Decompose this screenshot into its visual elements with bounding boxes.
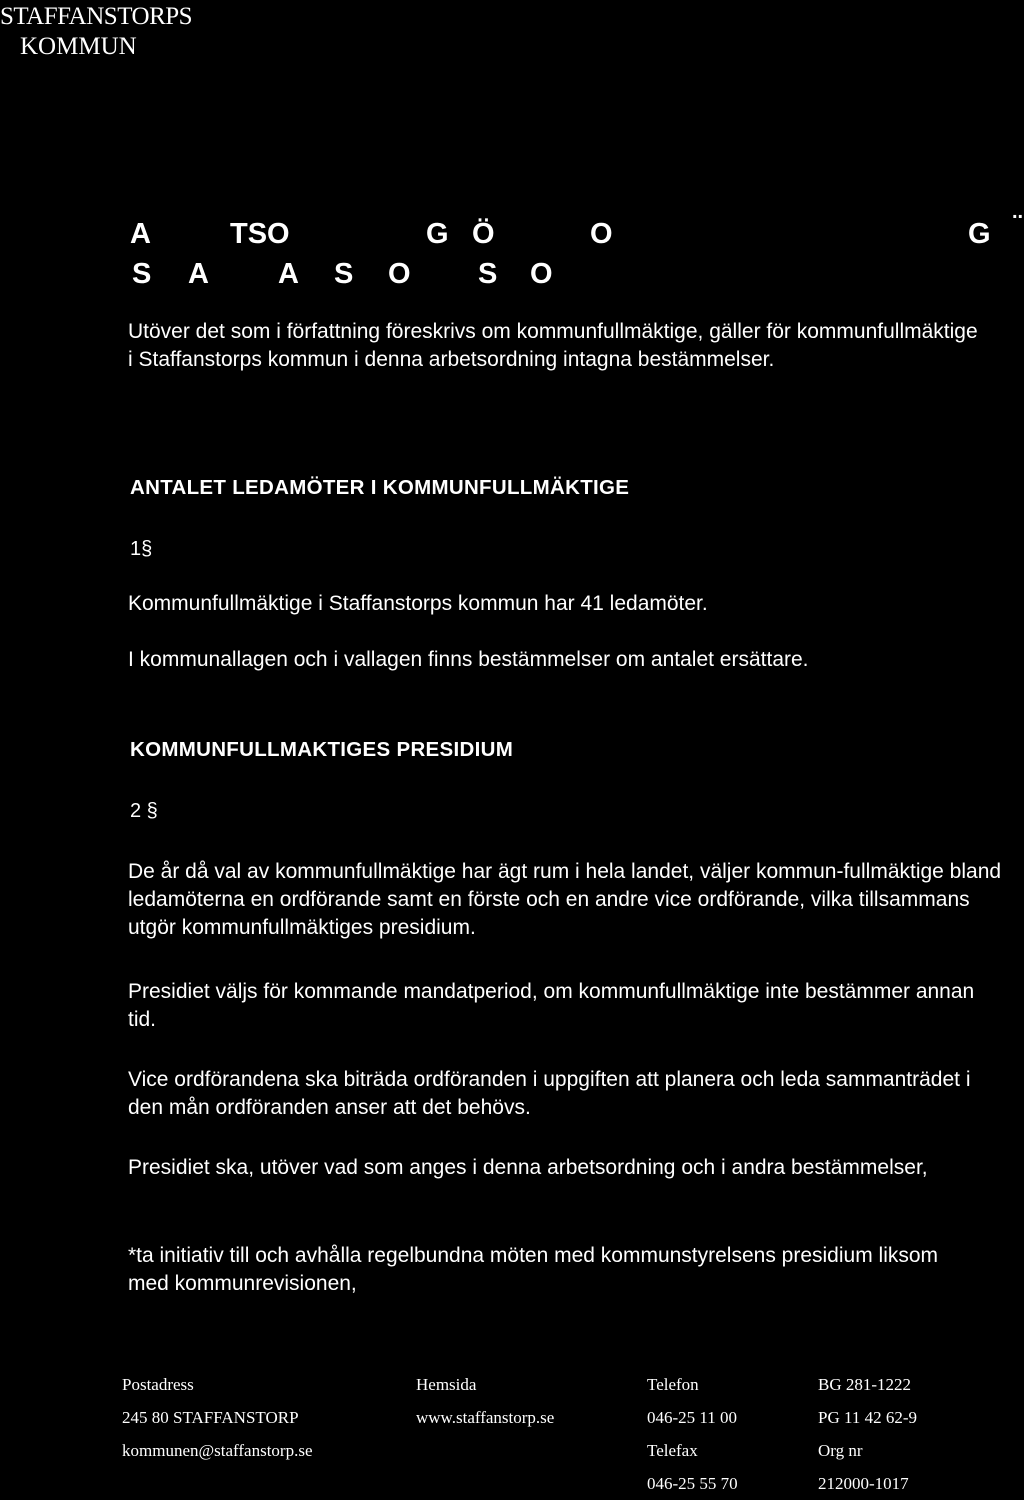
footer-label: Telefax: [647, 1441, 698, 1460]
footer-value: BG 281-1222: [818, 1375, 912, 1394]
paragraph: Presidiet väljs för kommande mandatperiod, om kommunfullmäktige inte bestämmer annan tid.: [128, 980, 975, 1031]
paragraph: *ta initiativ till och avhålla regelbundna möten med kommunstyrelsens presidium liksom med kommunrevisionen,: [128, 1244, 939, 1295]
footer-label: Postadress: [122, 1375, 194, 1394]
title-fragment: O: [590, 218, 613, 250]
title-fragment: O: [388, 258, 411, 290]
title-fragment: Ö: [472, 218, 495, 250]
footer-label: Hemsida: [416, 1375, 477, 1394]
paragraph: Presidiet ska, utöver vad som anges i denna arbetsordning och i andra bestämmelser,: [128, 1156, 928, 1179]
title-fragment: G: [426, 218, 449, 250]
logo-line-2: KOMMUN: [20, 33, 137, 60]
footer-label: Telefon: [647, 1375, 699, 1394]
section-number: 2 §: [130, 800, 158, 822]
title-fragment: A: [188, 258, 209, 290]
footer-email-link[interactable]: kommunen@staffanstorp.se: [122, 1441, 313, 1460]
title-diaeresis: ..: [1012, 201, 1024, 223]
section-heading: KOMMUNFULLMAKTIGES PRESIDIUM: [130, 738, 514, 761]
footer-website: [416, 1368, 554, 1434]
title-fragment: A: [130, 218, 151, 250]
footer-accounts: [818, 1368, 917, 1500]
footer-postal-address: [122, 1368, 313, 1467]
title-row-1: [130, 201, 1024, 254]
footer-value: 212000-1017: [818, 1474, 909, 1493]
intro-paragraph: Utöver det som i författning föreskrivs om kommunfullmäktige, gäller för kommunfullmäktige i Staffanstorps kommun i denna arbetsordning intagna bestämmelser.: [128, 320, 978, 371]
footer-phone: [647, 1368, 738, 1500]
title-fragment: TSO: [230, 218, 290, 250]
document-title: [130, 201, 1024, 294]
title-fragment: S: [334, 258, 354, 290]
title-fragment: G: [968, 218, 991, 250]
paragraph: I kommunallagen och i vallagen finns bestämmelser om antalet ersättare.: [128, 648, 809, 671]
title-fragment: S: [478, 258, 498, 290]
footer-value: 245 80 STAFFANSTORP: [122, 1408, 299, 1427]
footer-value: 046-25 55 70: [647, 1474, 738, 1493]
title-fragment: A: [278, 258, 299, 290]
footer-value: PG 11 42 62-9: [818, 1408, 918, 1427]
section-number: 1§: [130, 538, 153, 560]
title-row-2: [130, 254, 1000, 294]
paragraph: De år då val av kommunfullmäktige har ägt rum i hela landet, väljer kommun-fullmäktige bland ledamöterna en ordförande samt en förste och en andre vice ordförande, vilka tillsammans utgör kommunfullmäktiges presidium.: [128, 860, 1002, 939]
title-fragment: S: [132, 258, 152, 290]
municipality-logo: [0, 2, 192, 62]
title-fragment: O: [530, 258, 553, 290]
paragraph: Kommunfullmäktige i Staffanstorps kommun har 41 ledamöter.: [128, 592, 708, 615]
footer-value: 046-25 11 00: [647, 1408, 738, 1427]
section-heading: ANTALET LEDAMÖTER I KOMMUNFULLMÄKTIGE: [130, 476, 630, 499]
logo-line-1: STAFFANSTORPS: [0, 3, 193, 30]
footer-website-link[interactable]: www.staffanstorp.se: [416, 1408, 555, 1427]
paragraph: Vice ordförandena ska biträda ordföranden i uppgiften att planera och leda sammanträdet i den mån ordföranden anser att det behövs.: [128, 1068, 971, 1119]
footer-label: Org nr: [818, 1441, 863, 1460]
